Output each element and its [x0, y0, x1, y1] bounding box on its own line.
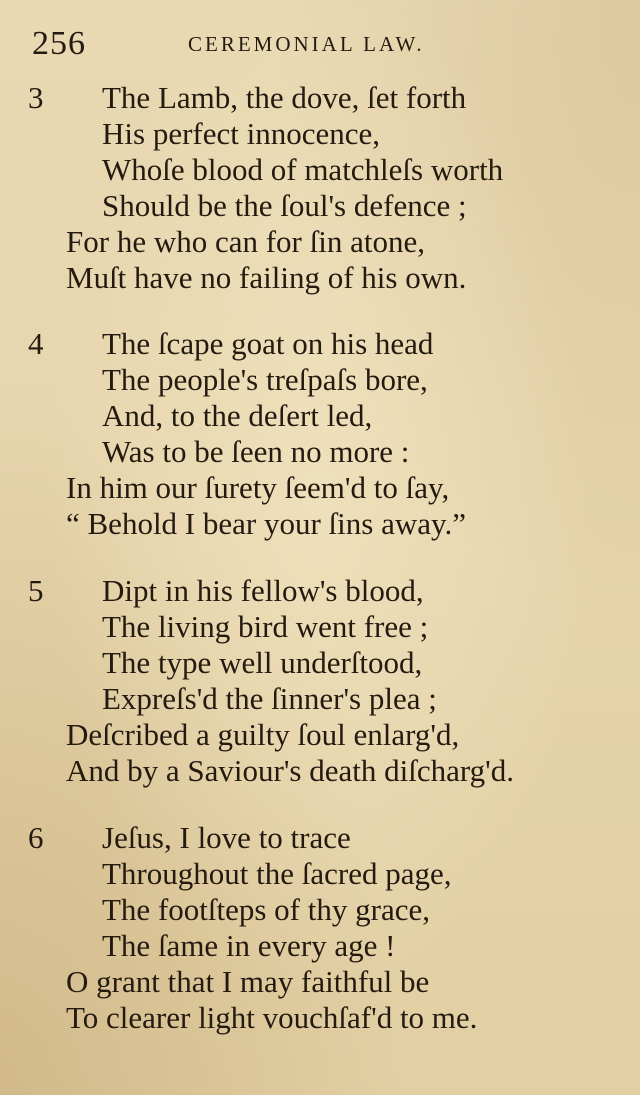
- stanza-number: 6: [28, 820, 44, 855]
- verse-line: The ſame in every age !: [102, 928, 396, 963]
- page-number: 256: [32, 25, 86, 62]
- verse-line: O grant that I may faithful be: [66, 964, 430, 999]
- verse-line: “ Behold I bear your ſins away.”: [66, 506, 466, 541]
- verse-line: Should be the ſoul's defence ;: [102, 188, 467, 223]
- verse-line: Expreſs'd the ſinner's plea ;: [102, 681, 437, 716]
- verse-line: Was to be ſeen no more :: [102, 434, 410, 469]
- page-header: [28, 24, 612, 64]
- running-head: CEREMONIAL LAW.: [188, 32, 425, 56]
- verse-line: In him our ſurety ſeem'd to ſay,: [66, 470, 450, 505]
- verse-line: And by a Saviour's death diſcharg'd.: [66, 753, 514, 788]
- verse-line: Jeſus, I love to trace: [102, 820, 351, 855]
- stanza-number: 5: [28, 573, 44, 608]
- verse-line: Whoſe blood of matchleſs worth: [102, 152, 504, 187]
- verse-line: To clearer light vouchſaf'd to me.: [66, 1000, 478, 1035]
- verse-line: Deſcribed a guilty ſoul enlarg'd,: [66, 717, 460, 752]
- verse-line: Throughout the ſacred page,: [102, 856, 452, 891]
- verse-line: The footſteps of thy grace,: [102, 892, 430, 927]
- stanza-number: 4: [28, 326, 44, 361]
- verse-line: And, to the deſert led,: [102, 398, 373, 433]
- verse-line: Dipt in his fellow's blood,: [102, 573, 424, 608]
- verse-line: The ſcape goat on his head: [102, 326, 434, 361]
- verse-line: His perfect innocence,: [102, 116, 381, 151]
- stanza-number: 3: [28, 80, 44, 115]
- verse-line: The Lamb, the dove, ſet forth: [102, 80, 467, 115]
- verse-line: The living bird went free ;: [102, 609, 429, 644]
- verse-line: For he who can for ſin atone,: [66, 224, 425, 259]
- verse-line: The type well underſtood,: [102, 645, 423, 680]
- verse-line: Muſt have no failing of his own.: [66, 260, 467, 295]
- verse-line: The people's treſpaſs bore,: [102, 362, 428, 397]
